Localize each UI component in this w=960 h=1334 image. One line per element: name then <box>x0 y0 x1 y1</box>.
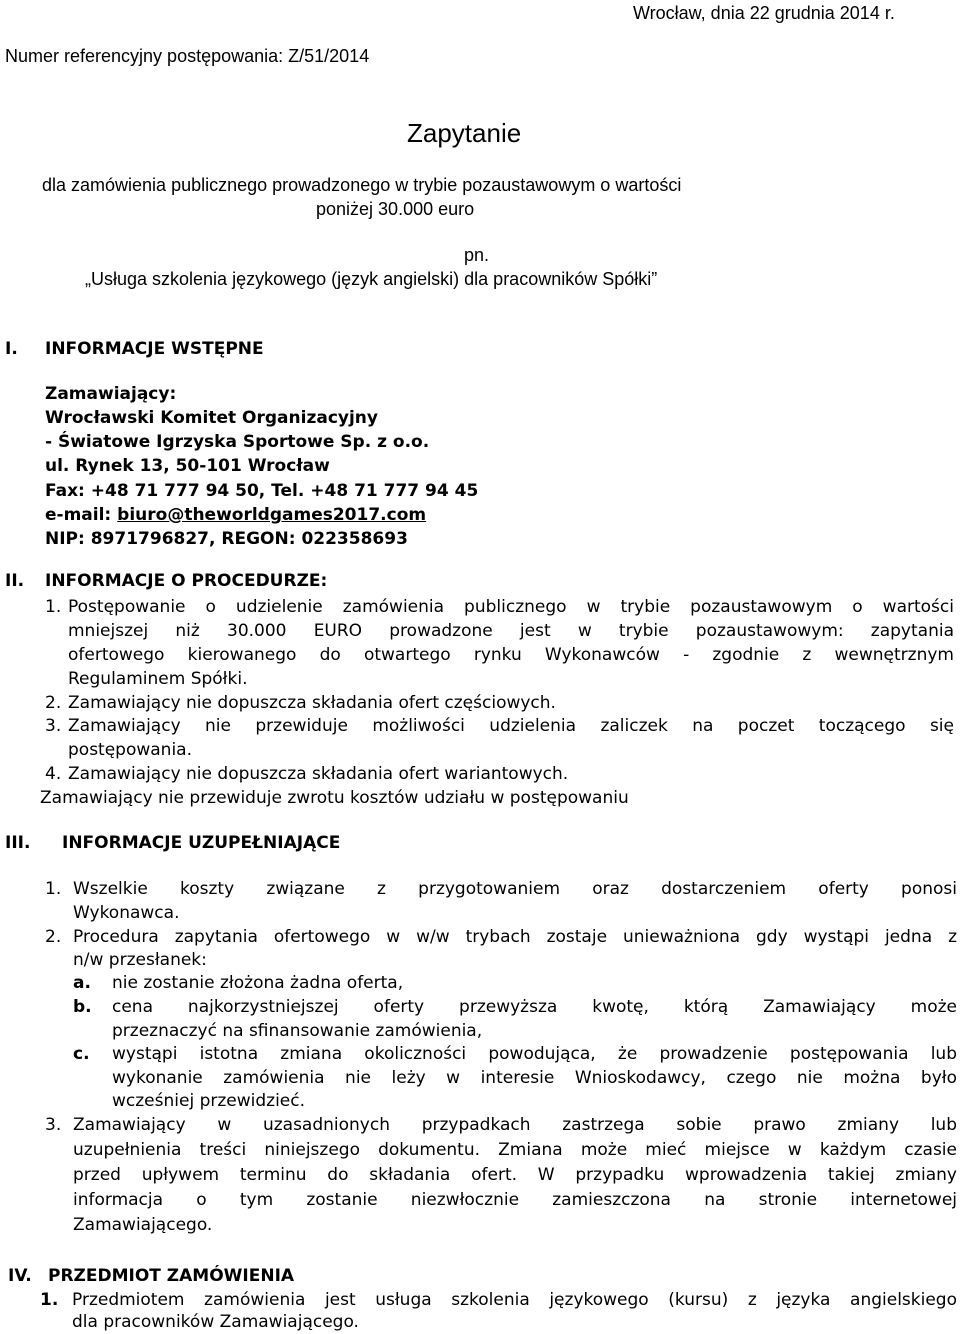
s3-item-3-line-5: Zamawiającego. <box>73 1215 213 1235</box>
section-4-heading: PRZEDMIOT ZAMÓWIENIA <box>48 1266 295 1286</box>
s2-item-3-number: 3. <box>45 716 62 736</box>
contractor-email-line <box>45 504 426 526</box>
s4-item-1-number: 1. <box>40 1290 59 1310</box>
title-pn: pn. <box>464 245 490 265</box>
s2-item-4-number: 4. <box>45 764 62 784</box>
s3-sub-c-line-3: wcześniej przewidzieć. <box>112 1091 306 1111</box>
s3-item-1-number: 1. <box>45 879 62 899</box>
s2-item-1-line-1: Postępowanie o udzielenie zamówienia publicznego w trybie pozaustawowym o wartości <box>68 597 954 617</box>
title-subline-2: poniżej 30.000 euro <box>316 199 475 219</box>
s2-item-2-text: Zamawiający nie dopuszcza składania ofert częściowych. <box>68 693 556 713</box>
s4-item-1-line-1: Przedmiotem zamówienia jest usługa szkolenia językowego (kursu) z języka angielskiego <box>72 1290 957 1310</box>
title-subline-1: dla zamówienia publicznego prowadzonego w trybie pozaustawowym o wartości <box>42 175 682 195</box>
s2-item-3-line-1: Zamawiający nie przewiduje możliwości udzielenia zaliczek na poczet toczącego się <box>68 716 954 736</box>
s2-item-4-text: Zamawiający nie dopuszcza składania ofert wariantowych. <box>68 764 569 784</box>
s3-sub-c-line-1: wystąpi istotna zmiana okoliczności powodująca, że prowadzenie postępowania lub <box>112 1044 957 1064</box>
s4-item-1-line-2: dla pracowników Zamawiającego. <box>72 1312 359 1332</box>
email-label: e-mail: <box>45 505 118 525</box>
s3-item-1-line-1: Wszelkie koszty związane z przygotowaniem oraz dostarczeniem oferty ponosi <box>73 879 957 899</box>
service-name: „Usługa szkolenia językowego (język angielski) dla pracowników Spółki” <box>85 269 658 289</box>
contractor-phone-fax: Fax: +48 71 777 94 50, Tel. +48 71 777 94 45 <box>45 481 479 501</box>
contractor-name-1: Wrocławski Komitet Organizacyjny <box>45 408 378 428</box>
s3-item-1-line-2: Wykonawca. <box>73 903 180 923</box>
email-link[interactable]: biuro@theworldgames2017.com <box>117 505 427 525</box>
s2-item-1-line-2: mniejszej niż 30.000 EURO prowadzone jest w trybie pozaustawowym: zapytania <box>68 621 954 641</box>
section-3-heading: INFORMACJE UZUPEŁNIAJĄCE <box>62 833 341 853</box>
s3-item-3-line-1: Zamawiający w uzasadnionych przypadkach zastrzega sobie prawo zmiany lub <box>73 1115 957 1135</box>
document-date: Wrocław, dnia 22 grudnia 2014 r. <box>633 3 895 23</box>
section-1-number: I. <box>5 339 18 359</box>
section-3-number: III. <box>5 833 31 853</box>
section-2-heading: INFORMACJE O PROCEDURZE: <box>45 571 328 591</box>
s3-sub-b-line-1: cena najkorzystniejszej oferty przewyższa kwotę, którą Zamawiający może <box>112 997 957 1017</box>
s3-item-3-line-4: informacja o tym zostanie niezwłocznie zamieszczona na stronie internetowej <box>73 1190 957 1210</box>
section-4-number: IV. <box>8 1266 32 1286</box>
section-1-heading: INFORMACJE WSTĘPNE <box>45 339 264 359</box>
contractor-address: ul. Rynek 13, 50-101 Wrocław <box>45 456 330 476</box>
document-title: Zapytanie <box>407 118 522 148</box>
contractor-nip-regon: NIP: 8971796827, REGON: 022358693 <box>45 529 408 549</box>
s2-note: Zamawiający nie przewiduje zwrotu kosztów udziału w postępowaniu <box>40 788 629 808</box>
s3-sub-b-line-2: przeznaczyć na sfinansowanie zamówienia, <box>112 1021 483 1041</box>
contractor-label: Zamawiający: <box>45 384 177 404</box>
s2-item-3-line-2: postępowania. <box>68 740 193 760</box>
s3-item-2-line-2: n/w przesłanek: <box>73 950 207 970</box>
s3-sub-b-label: b. <box>73 997 92 1017</box>
reference-number: Numer referencyjny postępowania: Z/51/2014 <box>5 46 370 66</box>
s3-sub-c-label: c. <box>73 1044 90 1064</box>
s3-sub-a-text: nie zostanie złożona żadna oferta, <box>112 973 404 993</box>
s3-sub-a-label: a. <box>73 973 91 993</box>
s2-item-1-number: 1. <box>45 597 62 617</box>
s3-item-2-number: 2. <box>45 927 62 947</box>
contractor-name-2: - Światowe Igrzyska Sportowe Sp. z o.o. <box>45 432 430 452</box>
s3-item-3-line-2: uzupełnienia treści niniejszego dokumentu. Zmiana może mieć miejsce w każdym czasie <box>73 1140 957 1160</box>
s2-item-1-line-3: ofertowego kierowanego do otwartego rynku Wykonawców - zgodnie z wewnętrznym <box>68 645 954 665</box>
s3-item-3-number: 3. <box>45 1115 62 1135</box>
section-2-number: II. <box>5 571 25 591</box>
s2-item-2-number: 2. <box>45 693 62 713</box>
s3-sub-c-line-2: wykonanie zamówienia nie leży w interesie Wnioskodawcy, czego nie można było <box>112 1068 957 1088</box>
s3-item-3-line-3: przed upływem terminu do składania ofert. W przypadku wprowadzenia takiej zmiany <box>73 1165 957 1185</box>
s3-item-2-line-1: Procedura zapytania ofertowego w w/w trybach zostaje unieważniona gdy wystąpi jedna z <box>73 927 957 947</box>
s2-item-1-line-4: Regulaminem Spółki. <box>68 669 248 689</box>
